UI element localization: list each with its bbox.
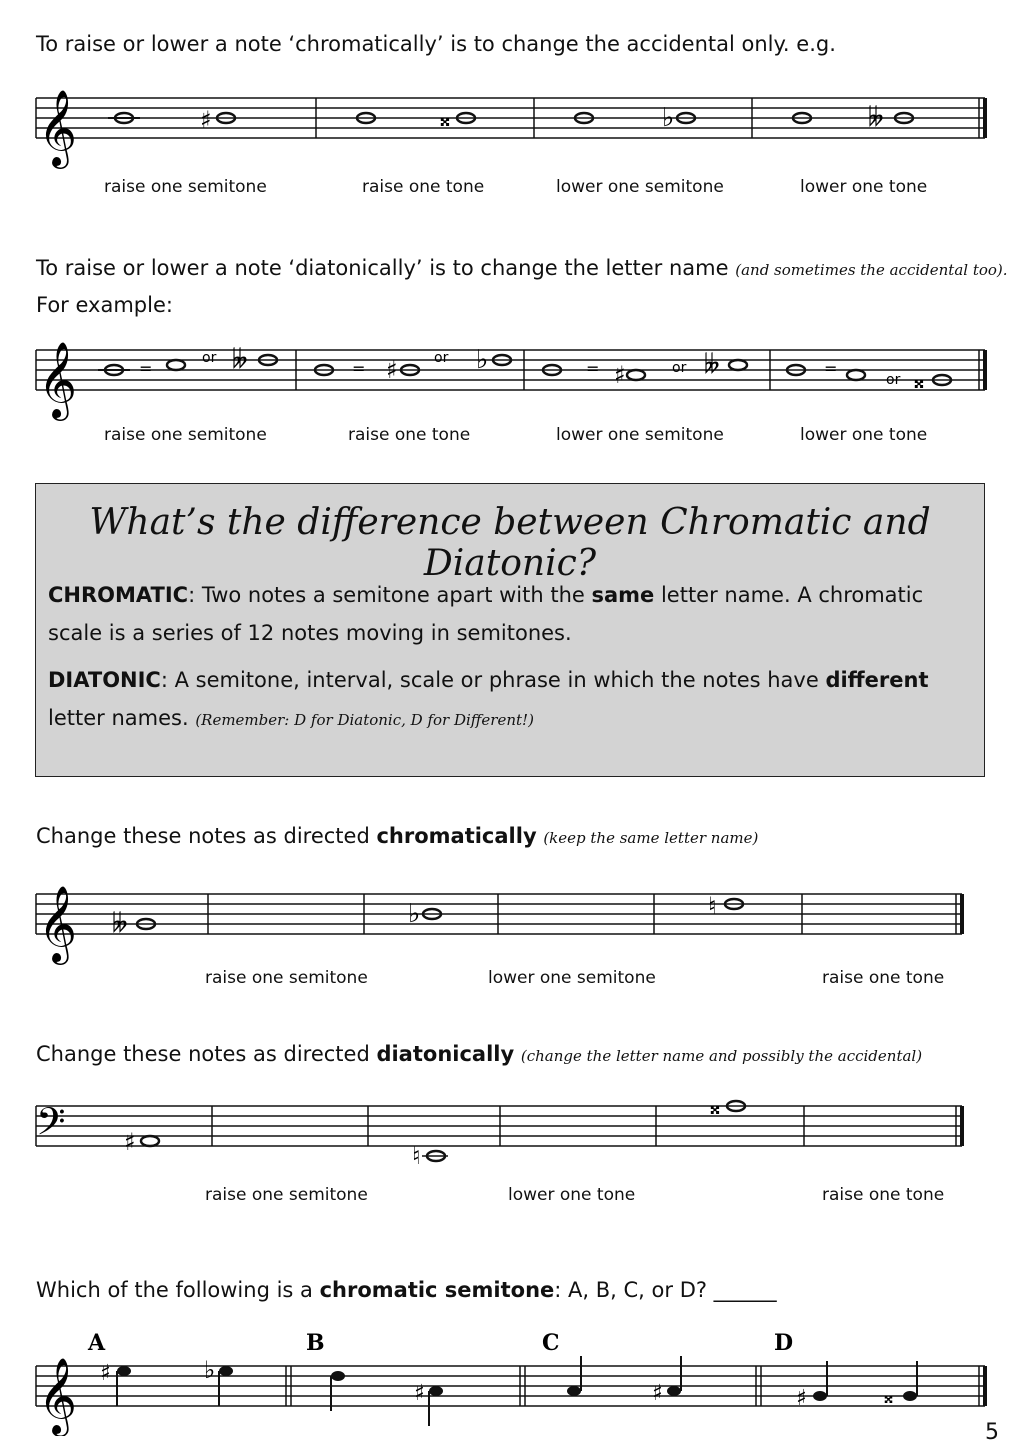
svg-text:♯: ♯ — [200, 106, 212, 134]
or: or — [672, 360, 687, 376]
svg-text:𝄪: 𝄪 — [710, 1095, 720, 1120]
chromatic-term: CHROMATIC — [48, 583, 189, 607]
equals: = — [824, 359, 838, 378]
option-label-d: D — [774, 1330, 794, 1356]
info-box — [35, 483, 985, 777]
intro-diatonic-aside: (and sometimes the accidental too). — [735, 261, 1008, 279]
diatonic-term: DIATONIC — [48, 668, 161, 692]
caption: raise one semitone — [104, 425, 267, 445]
svg-text:♭: ♭ — [408, 899, 421, 929]
text: Change these notes as directed — [36, 1042, 377, 1066]
caption: raise one tone — [348, 425, 471, 445]
caption: raise one tone — [822, 1185, 945, 1205]
text: Which of the following is a — [36, 1278, 320, 1302]
chromatic-definition — [48, 576, 973, 652]
svg-text:♮: ♮ — [412, 1142, 421, 1170]
intro-chromatic: To raise or lower a note ‘chromatically’ is to change the accidental only. e.g. — [36, 32, 836, 56]
text-bold: chromatically — [376, 824, 537, 848]
svg-text:𝄪: 𝄪 — [440, 107, 450, 132]
diatonic-definition — [48, 661, 973, 739]
treble-clef: 𝄞 — [38, 1357, 78, 1434]
bass-clef: 𝄢 — [36, 1099, 66, 1153]
intro-diatonic — [36, 256, 1008, 280]
ex2-instruction — [36, 1042, 922, 1066]
equals: = — [139, 359, 153, 378]
svg-text:♯: ♯ — [124, 1128, 136, 1156]
for-example: For example: — [36, 293, 173, 317]
svg-text:♯: ♯ — [652, 1381, 663, 1406]
text: : Two notes a semitone apart with the — [188, 583, 592, 607]
text-aside: (Remember: D for Diatonic, D for Different!) — [195, 711, 534, 729]
caption: lower one semitone — [556, 425, 724, 445]
text-aside: (change the letter name and possibly the accidental) — [520, 1047, 923, 1065]
equals: = — [352, 359, 366, 378]
text-bold: same — [591, 583, 655, 607]
caption: lower one tone — [800, 425, 928, 445]
svg-text:♮: ♮ — [708, 892, 717, 920]
svg-text:♯: ♯ — [386, 356, 398, 384]
staff-diatonic-examples — [0, 322, 1024, 422]
caption: raise one semitone — [205, 968, 368, 988]
svg-text:♭: ♭ — [476, 345, 489, 375]
svg-text:𝄫: 𝄫 — [232, 345, 248, 375]
option-label-a: A — [88, 1330, 106, 1356]
caption: raise one semitone — [205, 1185, 368, 1205]
staff-ex2 — [0, 1082, 1024, 1182]
svg-text:𝄫: 𝄫 — [868, 103, 884, 133]
caption: lower one tone — [800, 177, 928, 197]
svg-text:♯: ♯ — [414, 1381, 425, 1406]
svg-text:𝄫: 𝄫 — [704, 350, 720, 380]
caption: lower one tone — [508, 1185, 636, 1205]
text: letter names. — [48, 706, 196, 730]
svg-text:𝄪: 𝄪 — [914, 369, 924, 394]
staff-chromatic-examples — [0, 70, 1024, 170]
staff-ex1 — [0, 866, 1024, 966]
caption: raise one tone — [362, 177, 485, 197]
text-bold: chromatic semitone — [319, 1278, 555, 1302]
caption: lower one semitone — [556, 177, 724, 197]
caption: raise one semitone — [104, 177, 267, 197]
text-aside: (keep the same letter name) — [543, 829, 759, 847]
svg-text:𝄪: 𝄪 — [884, 1384, 893, 1408]
equals: = — [586, 359, 600, 378]
text: Change these notes as directed — [36, 824, 377, 848]
or: or — [886, 372, 901, 388]
intro-diatonic-main: To raise or lower a note ‘diatonically’ is to change the letter name — [36, 256, 729, 280]
text-bold: diatonically — [376, 1042, 515, 1066]
page-number: 5 — [985, 1420, 999, 1445]
option-label-c: C — [542, 1330, 560, 1356]
staff-question — [0, 1326, 1024, 1436]
treble-clef: 𝄞 — [38, 885, 78, 962]
svg-text:♯: ♯ — [614, 361, 626, 389]
ex1-instruction — [36, 824, 758, 848]
option-label-b: B — [306, 1330, 325, 1356]
text: : A semitone, interval, scale or phrase in which the notes have — [160, 668, 826, 692]
text-bold: different — [825, 668, 929, 692]
svg-text:♭: ♭ — [204, 1356, 216, 1384]
or: or — [202, 350, 217, 366]
or: or — [434, 350, 449, 366]
question — [36, 1278, 777, 1302]
svg-text:𝄫: 𝄫 — [112, 909, 128, 939]
box-title: What’s the difference between Chromatic and Diatonic? — [89, 502, 931, 584]
text: : A, B, C, or D? ______ — [554, 1278, 777, 1302]
caption: raise one tone — [822, 968, 945, 988]
treble-clef: 𝄞 — [38, 341, 78, 418]
svg-text:♭: ♭ — [662, 103, 675, 133]
svg-text:♯: ♯ — [796, 1386, 807, 1411]
caption: lower one semitone — [488, 968, 656, 988]
svg-text:♯: ♯ — [100, 1361, 111, 1386]
treble-clef: 𝄞 — [38, 89, 78, 166]
text: letter name. A chromatic scale is a series of 12 notes moving in semitones. — [48, 583, 924, 645]
